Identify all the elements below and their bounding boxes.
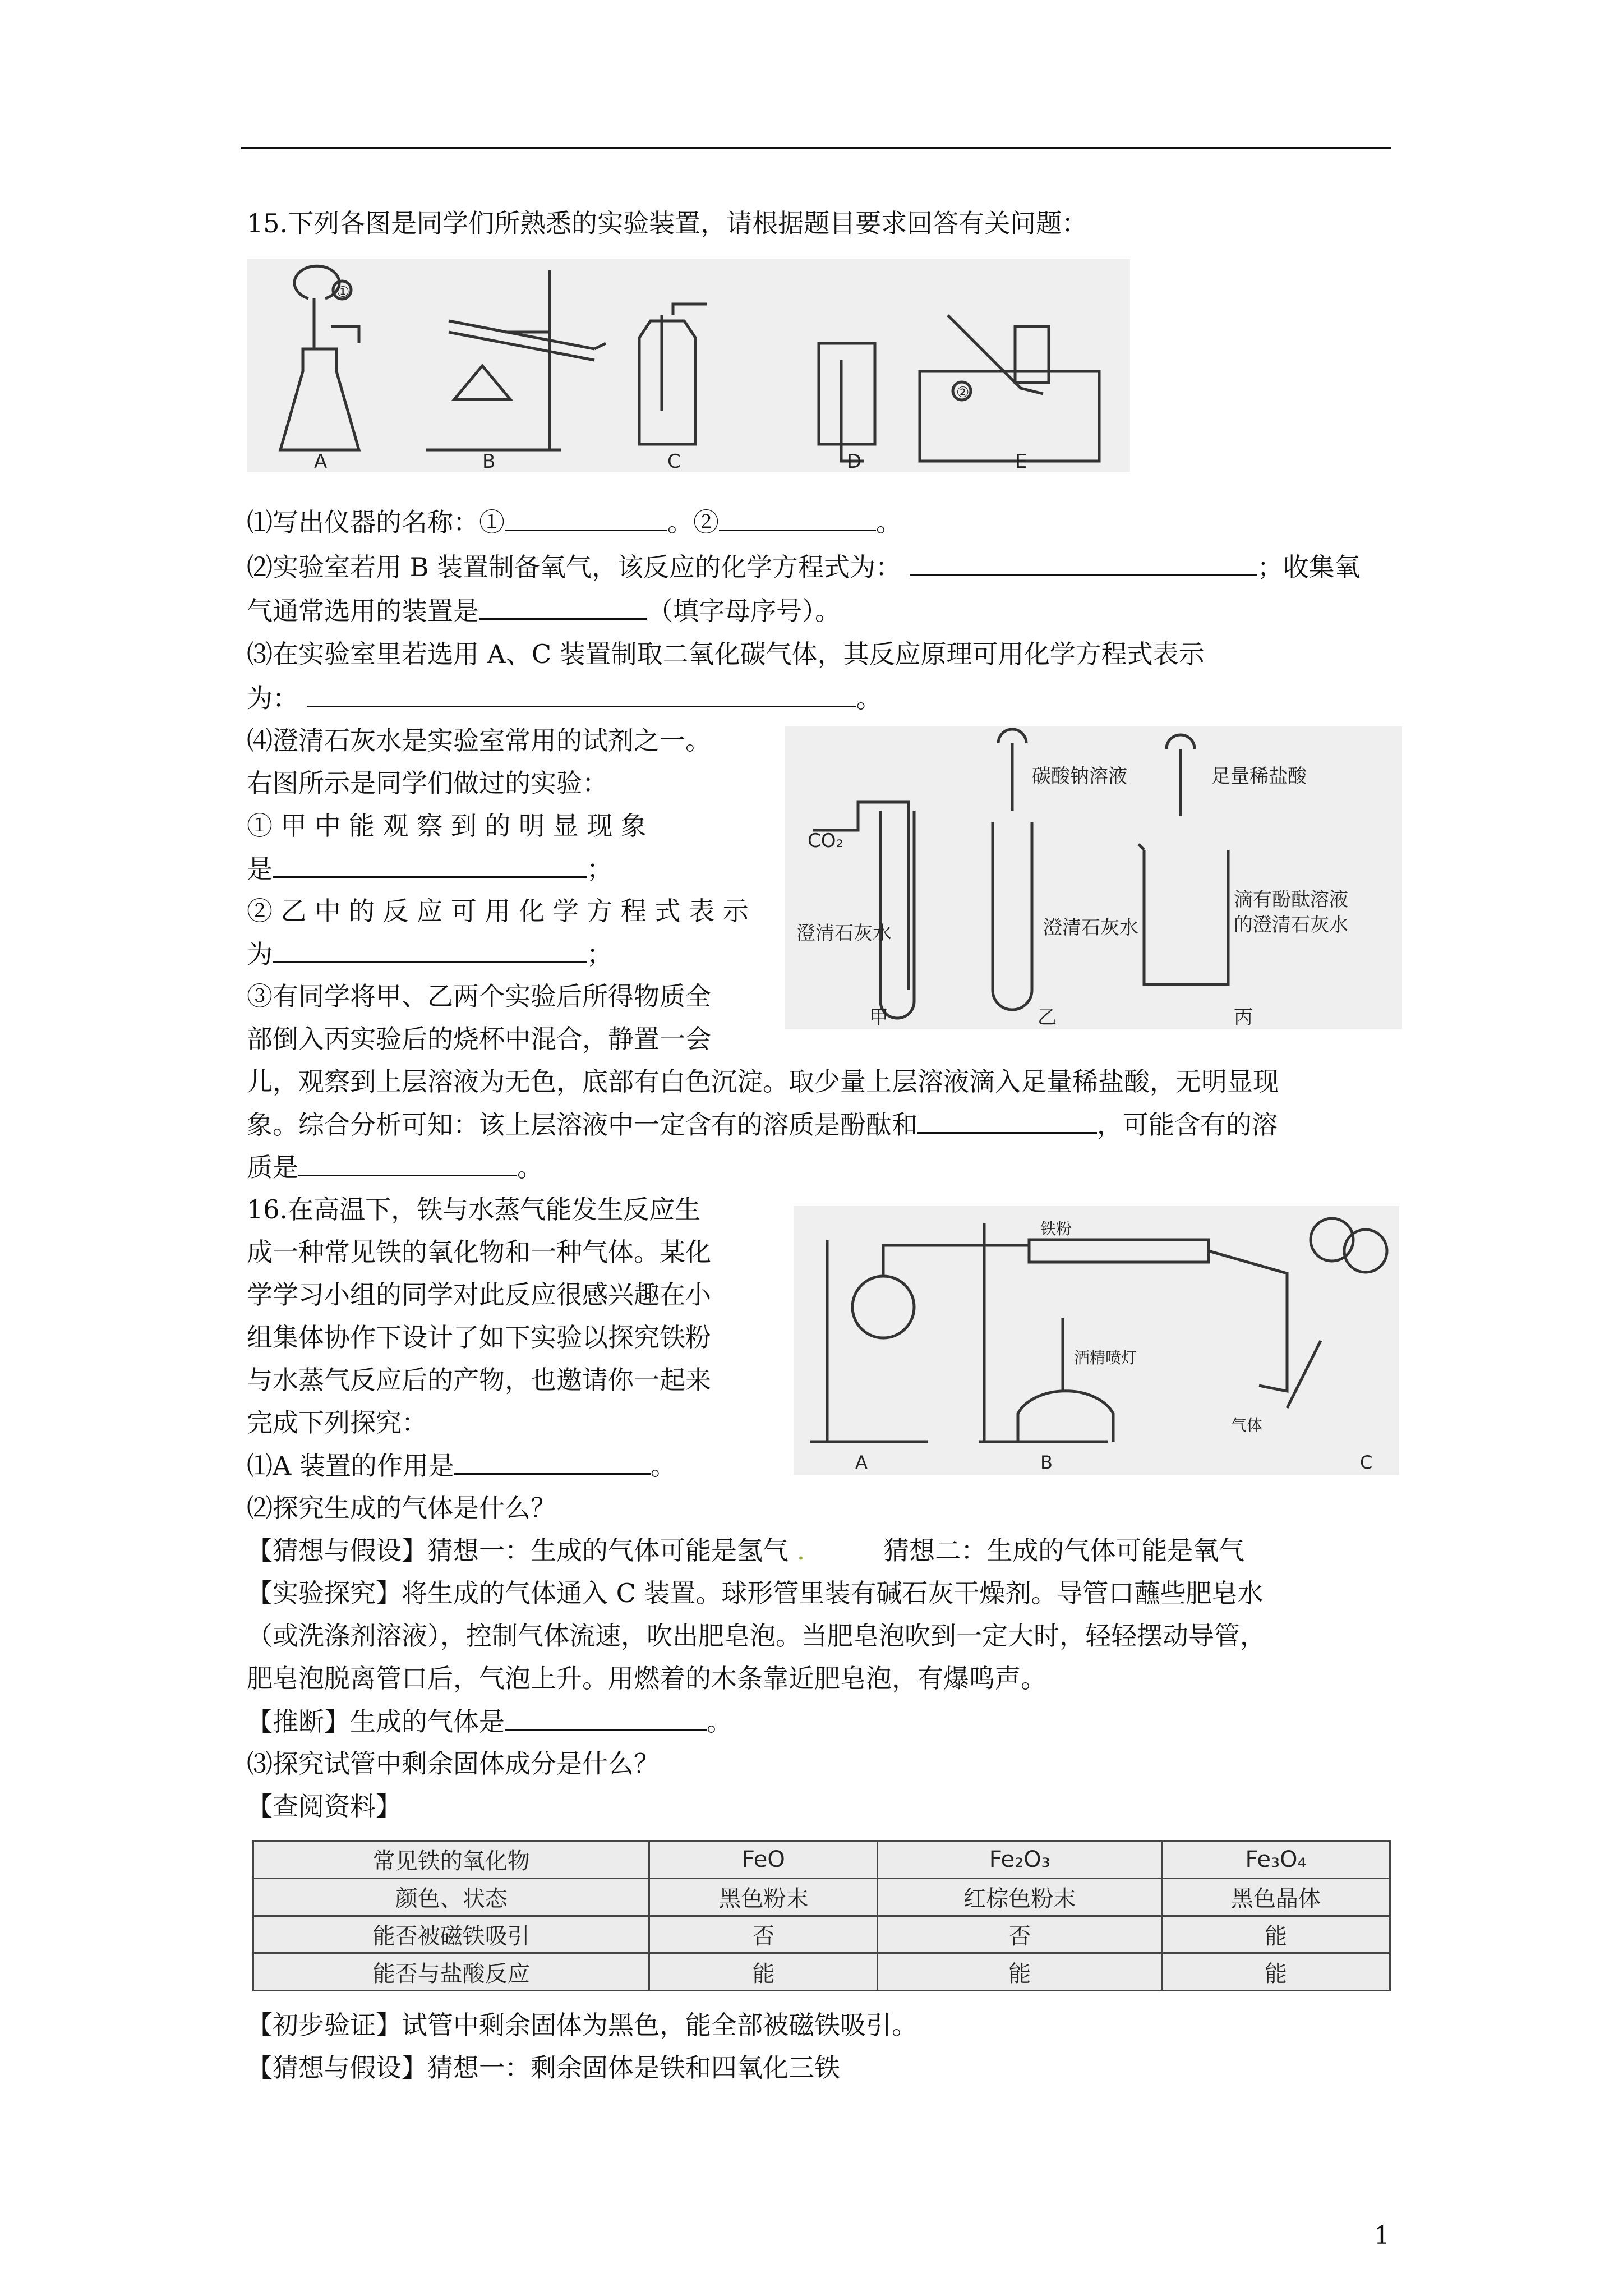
q16-experiment-line1: 【实验探究】将生成的气体通入 C 装置。球形管里装有碱石灰干燥剂。导管口蘸些肥皂水 [247,1578,1264,1608]
table-row [253,1841,1390,1879]
phenol-label-2: 的澄清石灰水 [1234,914,1348,936]
q16-line1: 16.在高温下，铁与水蒸气能发生反应生 [247,1194,701,1225]
q16-line2: 成一种常见铁的氧化物和一种气体。某化 [247,1237,711,1267]
answer-blank[interactable] [307,681,856,707]
mark-1: ① [336,284,350,301]
q15-part3-line1: ⑶在实验室里若选用 A、C 装置制取二氧化碳气体，其反应原理可用化学方程式表示 [247,639,1205,669]
table-cell: Fe₂O₃ [878,1841,1162,1879]
q15-part4-line5: ② 乙 中 的 反 应 可 用 化 学 方 程 式 表 示 [247,896,749,926]
apparatus-figure-a-e [247,259,1130,472]
table-cell: 红棕色粉末 [878,1878,1162,1916]
table-cell: 黑色粉末 [649,1878,878,1916]
q15-part4-line1: ⑷澄清石灰水是实验室常用的试剂之一。 [247,725,711,756]
q16-inference: 【推断】生成的气体是 。 [247,1704,732,1738]
table-cell: 常见铁的氧化物 [253,1841,649,1879]
table-cell: 能 [878,1953,1162,1991]
table-cell: FeO [649,1841,878,1879]
table-cell: Fe₃O₄ [1162,1841,1390,1879]
lamp-label: 酒精喷灯 [1074,1349,1137,1367]
table-row [253,1953,1390,1991]
gas-label: 气体 [1231,1416,1263,1434]
na2co3-label: 碳酸钠溶液 [1032,765,1127,788]
table-row [253,1916,1390,1953]
table-cell: 颜色、状态 [253,1878,649,1916]
q15-part4-line2: 右图所示是同学们做过的实验： [247,768,608,798]
q16-initial-verification: 【初步验证】试管中剩余固体为黑色，能全部被磁铁吸引。 [247,2010,917,2040]
limewater-label-1: 澄清石灰水 [796,922,892,945]
co2-label: CO₂ [808,830,844,852]
q16-hypothesis: 【猜想与假设】猜想一：生成的气体可能是氢气 . 猜想二：生成的气体可能是氧气 [247,1535,1245,1566]
label-jia: 甲 [869,1006,888,1029]
table-cell: 黑色晶体 [1162,1878,1390,1916]
q15-part4-line8: 部倒入丙实验后的烧杯中混合，静置一会 [247,1024,711,1054]
iron-powder-label: 铁粉 [1040,1220,1072,1238]
q15-part4-line6: 为 ； [247,937,612,971]
hcl-label: 足量稀盐酸 [1211,765,1307,788]
answer-blank[interactable] [273,852,587,878]
table-cell: 能否与盐酸反应 [253,1953,649,1991]
label-a: A [855,1452,868,1473]
answer-blank[interactable] [479,593,647,620]
label-c: C [667,450,681,472]
header-rule [241,147,1391,149]
phenol-label-1: 滴有酚酞溶液 [1234,889,1348,911]
table-cell: 能 [1162,1953,1390,1991]
label-d: D [847,450,862,472]
limewater-experiments-figure [785,726,1402,1029]
answer-blank[interactable] [273,937,587,963]
q15-title: 15.下列各图是同学们所熟悉的实验装置，请根据题目要求回答有关问题： [247,208,1088,238]
q16-reference-heading: 【查阅资料】 [247,1791,402,1821]
label-a: A [314,450,328,472]
q15-part4-line10: 象。综合分析可知：该上层溶液中一定含有的溶质是酚酞和 ，可能含有的溶 [247,1107,1278,1142]
q15-part1: ⑴写出仪器的名称：① 。② 。 [247,505,902,539]
q16-line6: 完成下列探究： [247,1407,427,1438]
label-b: B [1040,1452,1053,1473]
table-cell: 能 [1162,1916,1390,1953]
q16-line4: 组集体协作下设计了如下实验以探究铁粉 [247,1322,711,1352]
label-yi: 乙 [1038,1006,1057,1029]
answer-blank[interactable] [917,1107,1097,1134]
answer-blank[interactable] [505,1704,707,1731]
answer-blank[interactable] [454,1448,651,1475]
q15-part3-line2: 为： 。 [247,681,882,715]
q16-part3: ⑶探究试管中剩余固体成分是什么？ [247,1749,660,1779]
q16-hypothesis-2: 【猜想与假设】猜想一：剩余固体是铁和四氧化三铁 [247,2053,840,2083]
limewater-label-2: 澄清石灰水 [1043,917,1138,939]
page-number: 1 [1374,2221,1390,2250]
q16-part2: ⑵探究生成的气体是什么？ [247,1493,556,1523]
q16-line5: 与水蒸气反应后的产物，也邀请你一起来 [247,1365,711,1395]
q16-part1: ⑴A 装置的作用是 。 [247,1448,676,1483]
q15-part4-line7: ③有同学将甲、乙两个实验后所得物质全 [247,981,711,1011]
answer-blank[interactable] [910,550,1257,576]
table-cell: 能否被磁铁吸引 [253,1916,649,1953]
q15-part4-line3: ① 甲 中 能 观 察 到 的 明 显 现 象 [247,811,647,841]
mark-2: ② [956,384,970,401]
q15-part2-line2: 气通常选用的装置是 （填字母序号）。 [247,593,841,628]
q15-part4-line4: 是 ； [247,852,612,886]
table-cell: 能 [649,1953,878,1991]
answer-blank[interactable] [719,505,876,531]
label-bing: 丙 [1234,1006,1253,1029]
table-cell: 否 [878,1916,1162,1953]
q16-experiment-line3: 肥皂泡脱离管口后，气泡上升。用燃着的木条靠近肥皂泡，有爆鸣声。 [247,1663,1046,1694]
q15-part2-line1: ⑵实验室若用 B 装置制备氧气，该反应的化学方程式为： ；收集氧 [247,550,1361,584]
q15-part4-line9: 儿，观察到上层溶液为无色，底部有白色沉淀。取少量上层溶液滴入足量稀盐酸，无明显现 [247,1066,1279,1097]
q16-experiment-line2: （或洗涤剂溶液），控制气体流速，吹出肥皂泡。当肥皂泡吹到一定大时，轻轻摆动导管， [247,1621,1266,1651]
q16-line3: 学学习小组的同学对此反应很感兴趣在小 [247,1280,711,1310]
label-b: B [482,450,496,472]
q15-part4-line11: 质是 。 [247,1150,543,1184]
label-c: C [1360,1452,1373,1473]
table-row [253,1878,1390,1916]
label-e: E [1015,450,1027,472]
answer-blank[interactable] [505,505,667,531]
iron-steam-apparatus-figure [794,1206,1399,1475]
table-cell: 否 [649,1916,878,1953]
iron-oxides-table [252,1840,1391,1991]
answer-blank[interactable] [298,1150,517,1176]
